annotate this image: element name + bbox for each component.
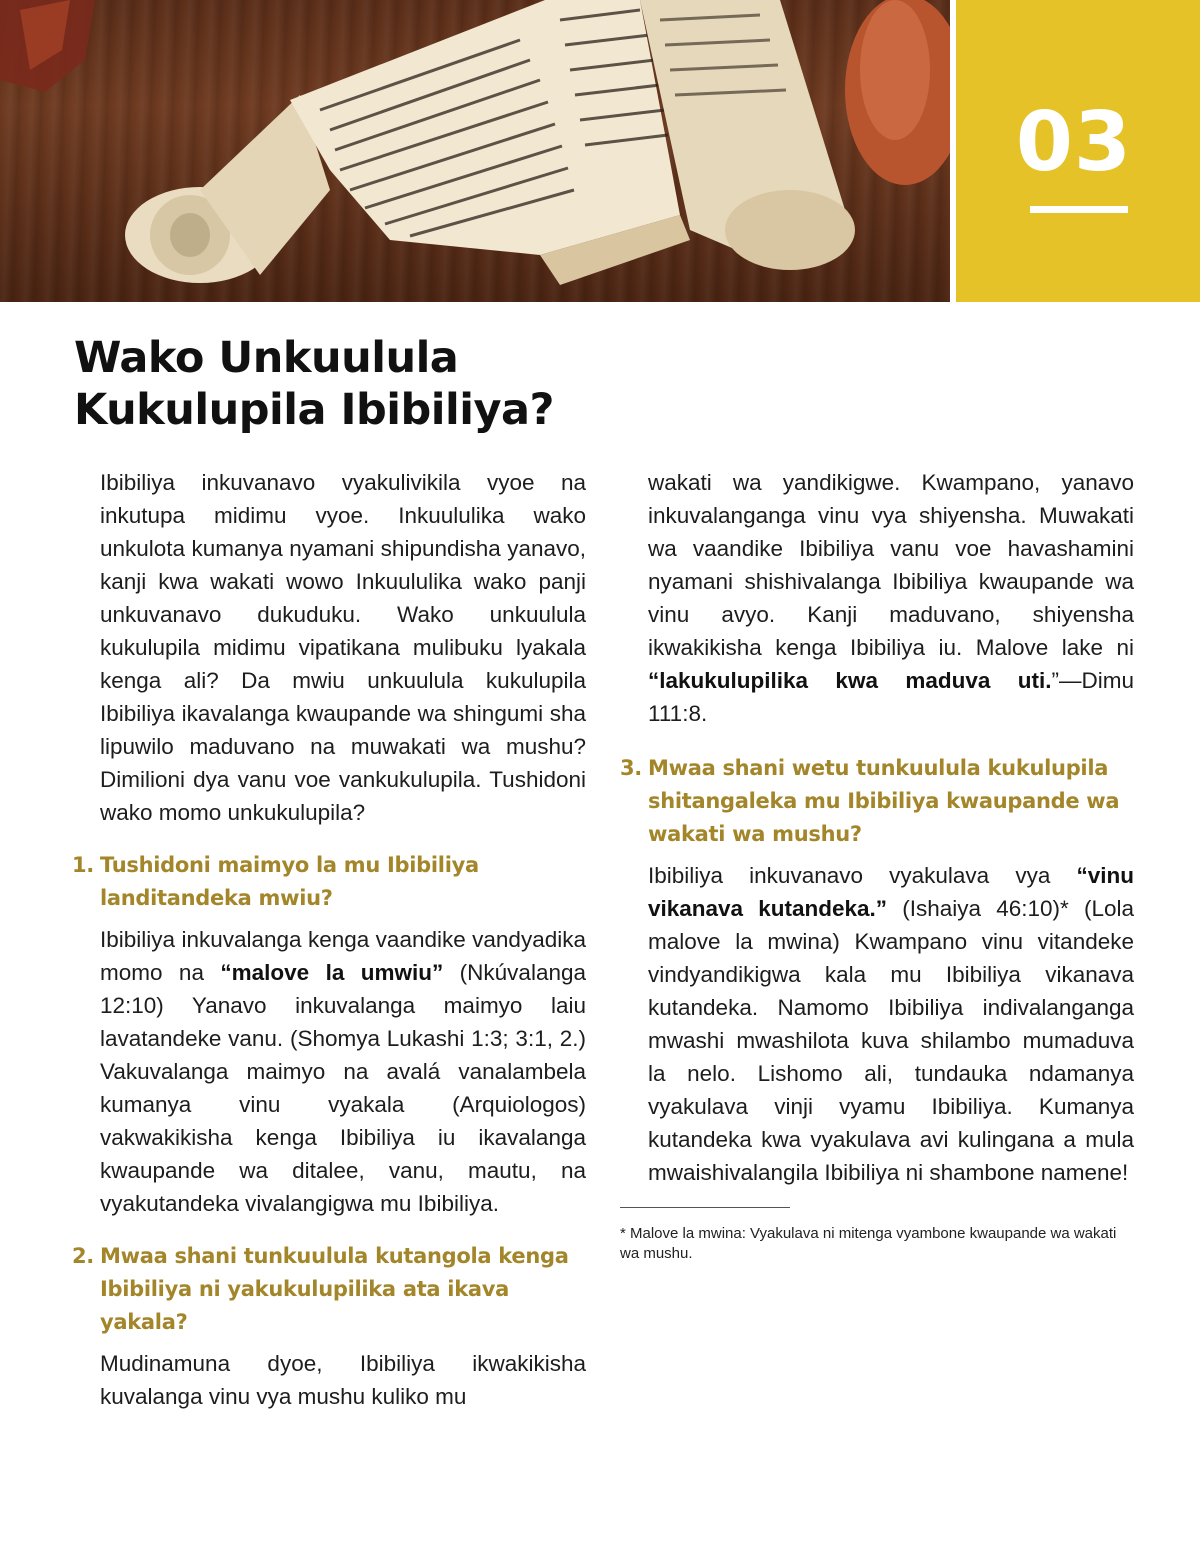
footnote: * Malove la mwina: Vyakulava ni mitenga vyambone kwaupande wa wakati wa mushu.	[620, 1225, 1117, 1262]
q2-bold: “lakukulupilika kwa maduva uti.	[648, 668, 1052, 693]
chapter-number: 03	[1015, 95, 1132, 190]
q1-text-b: (Nkúvalanga 12:10) Yanavo inkuvalanga maimyo laiu lavatandeke vanu. (Shomya Lukashi 1:3; 3:1, 2.) Vakuvalanga maimyo na avalá vanalambela kumanya vinu vyakala (Arquiologos) vakwakikisha kenga Ibibiliya iu ikavalanga kwaupande wa ditalee, vanu, mautu, na vyakutandeka vivalangigwa mu Ibibiliya.	[100, 960, 587, 1216]
footnote-divider	[620, 1207, 790, 1208]
question-2-answer-part-1: Mudinamuna dyoe, Ibibiliya ikwakikisha kuvalanga vinu vya mushu kuliko mu	[100, 1351, 586, 1409]
q1-bold: “malove la umwiu”	[220, 960, 444, 985]
q2-text-b: wakati wa yandikigwe. Kwampano, yanavo inkuvalanganga vinu vya shiyensha. Muwakati wa vaandike Ibibiliya vanu voe havashamini nyamani shishivalanga Ibibiliya kwaupande wa vinu avyo. Kanji maduvano, shiyensha ikwakikisha kenga Ibibiliya iu. Malove lake ni	[648, 470, 1134, 660]
intro-paragraph: Ibibiliya inkuvanavo vyakulivikila vyoe na inkutupa midimu vyoe. Inkuululika wako unkulota kumanya nyamani shipundisha yanavo, kanji kwa wakati wowo Inkuululika wako panji unkuvanavo dukuduku. Wako unkuulula kukulupila midimu vipatikana mulibuku lyakala kenga ali? Da mwiu unkuulula kukulupila Ibibiliya ikavalanga kwaupande wa shingumi sha lipuwilo maduvano na muwakati wa mushu? Dimilioni dya vanu voe vankukulupila. Tushidoni wako momo unkukulupila?	[100, 470, 586, 825]
question-3-answer	[648, 859, 1134, 1189]
left-column	[72, 466, 587, 1413]
scrolls-illustration	[0, 0, 950, 302]
q3-text-a: Ibibiliya inkuvanavo vyakulava vya	[648, 863, 1077, 888]
question-2-text: Mwaa shani tunkuulula kutangola kenga Ibibiliya ni yakukulupilika ata ikava yakala?	[100, 1244, 569, 1334]
q2-text-c: ”—Dimu 111:8.	[648, 668, 1134, 726]
q3-bold: “vinu vikanava kutandeka.”	[648, 863, 1134, 921]
q3-text-b: (Ishaiya 46:10)* (Lola malove la mwina) Kwampano vinu vitandeke vindyandikigwa kala mu Ibibiliya vikanava kutandeka. Namomo Ibibiliya indivalanganga mwashi mwashilota kuva shilambo mumaduva la nelo. Lishomo ali, tundauka ndamanya vyakulava vinji vyamu Ibibiliya. Kumanya kutandeka kwa vyakulava avi kulingana a mula mwaishivalangila Ibibiliya ni shambone namene!	[648, 896, 1134, 1185]
question-1-text: Tushidoni maimyo la mu Ibibiliya landitandeka mwiu?	[100, 853, 479, 910]
right-column	[620, 466, 1134, 1264]
q1-text-a: Ibibiliya inkuvalanga kenga vaandike vandyadika momo na	[100, 927, 586, 985]
question-1-heading	[72, 849, 586, 915]
question-3-text: Mwaa shani wetu tunkuulula kukulupila shitangaleka mu Ibibiliya kwaupande wa wakati wa mushu?	[648, 756, 1120, 846]
title-line-1: Wako Unkuulula	[74, 333, 459, 383]
question-2-heading	[72, 1240, 586, 1339]
title-line-2: Kukulupila Ibibiliya?	[74, 385, 554, 435]
question-1-number: 1.	[72, 853, 94, 877]
question-2-number: 2.	[72, 1244, 94, 1268]
header-image	[0, 0, 950, 302]
chapter-number-underline	[1030, 206, 1128, 213]
question-2-answer-part-2	[648, 466, 1134, 730]
question-3-heading	[620, 752, 1134, 851]
page-title	[74, 332, 554, 436]
question-1-answer	[100, 923, 586, 1220]
question-3-number: 3.	[620, 756, 642, 780]
